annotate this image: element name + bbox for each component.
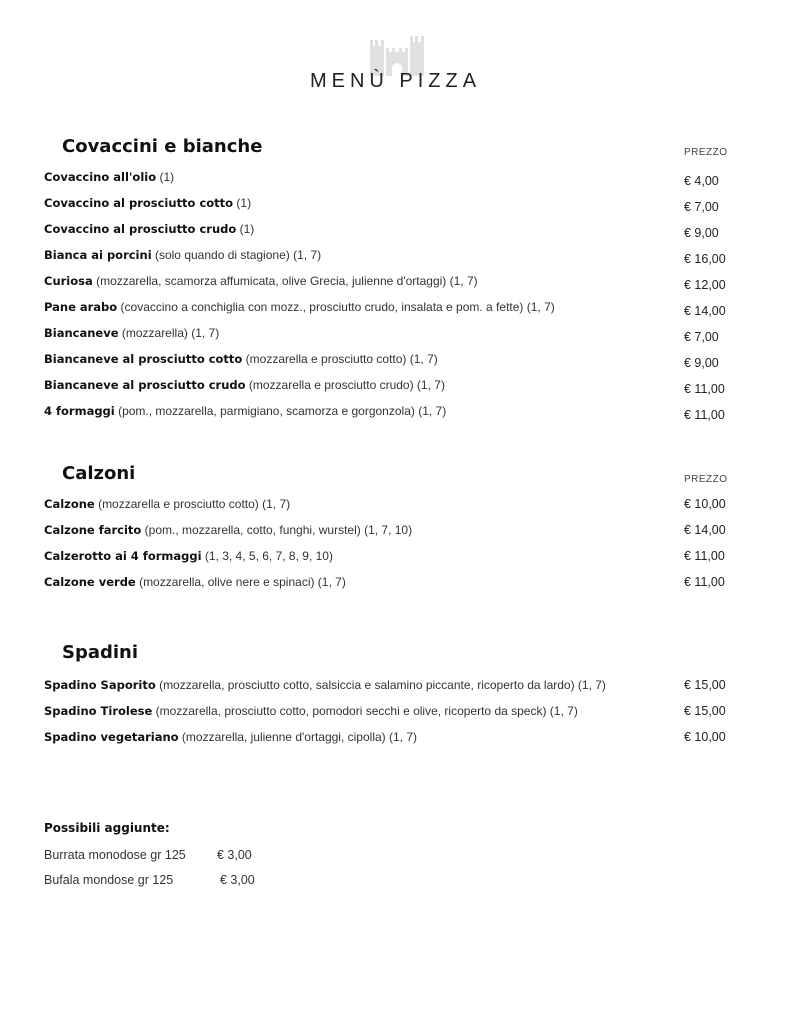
menu-item-price: € 10,00 [684,730,726,744]
menu-item: Spadino Saporito (mozzarella, prosciutto cotto, salsiccia e salamino piccante, ricoperto da lardo) (1, 7) [44,678,606,692]
menu-item-price: € 16,00 [684,252,726,266]
menu-item: Curiosa (mozzarella, scamorza affumicata, olive Grecia, julienne d'ortaggi) (1, 7) [44,274,478,288]
menu-item: Calzone verde (mozzarella, olive nere e spinaci) (1, 7) [44,575,346,589]
price-column-header: PREZZO [684,474,728,485]
menu-item-price: € 12,00 [684,278,726,292]
menu-item: Pane arabo (covaccino a conchiglia con mozz., prosciutto crudo, insalata e pom. a fette) (1, 7) [44,300,555,314]
menu-item-price: € 9,00 [684,226,719,240]
menu-item-price: € 9,00 [684,356,719,370]
extras-title: Possibili aggiunte: [44,821,170,835]
menu-item-price: € 11,00 [684,549,725,563]
menu-item: Covaccino al prosciutto cotto (1) [44,196,252,210]
menu-item: Covaccino all'olio (1) [44,170,175,184]
extra-item-name: Bufala mondose gr 125 [44,873,174,887]
page-title: MENÙ PIZZA [309,70,482,92]
menu-item: Bianca ai porcini (solo quando di stagione) (1, 7) [44,248,322,262]
section-title-spadini: Spadini [62,642,139,663]
extra-item-price: € 3,00 [220,873,255,887]
extra-item-name: Burrata monodose gr 125 [44,848,186,862]
section-title-calzoni: Calzoni [62,463,136,484]
menu-item: Calzone (mozzarella e prosciutto cotto) (1, 7) [44,497,291,511]
menu-item: Calzone farcito (pom., mozzarella, cotto, funghi, wurstel) (1, 7, 10) [44,523,413,537]
menu-item-price: € 14,00 [684,304,726,318]
menu-item-price: € 4,00 [684,174,719,188]
menu-item: 4 formaggi (pom., mozzarella, parmigiano, scamorza e gorgonzola) (1, 7) [44,404,447,418]
menu-item-price: € 7,00 [684,330,719,344]
menu-item-price: € 15,00 [684,678,726,692]
menu-item: Biancaneve al prosciutto cotto (mozzarella e prosciutto cotto) (1, 7) [44,352,438,366]
extra-item-price: € 3,00 [217,848,252,862]
menu-item-price: € 14,00 [684,523,726,537]
menu-item-price: € 10,00 [684,497,726,511]
menu-item-price: € 11,00 [684,382,725,396]
menu-item: Biancaneve (mozzarella) (1, 7) [44,326,220,340]
menu-item-price: € 11,00 [684,408,725,422]
menu-item-price: € 11,00 [684,575,725,589]
menu-item: Biancaneve al prosciutto crudo (mozzarella e prosciutto crudo) (1, 7) [44,378,445,392]
menu-item-price: € 15,00 [684,704,726,718]
menu-item: Covaccino al prosciutto crudo (1) [44,222,255,236]
price-column-header: PREZZO [684,147,728,158]
menu-item: Calzerotto ai 4 formaggi (1, 3, 4, 5, 6, 7, 8, 9, 10) [44,549,333,563]
menu-item-price: € 7,00 [684,200,719,214]
menu-item: Spadino vegetariano (mozzarella, julienne d'ortaggi, cipolla) (1, 7) [44,730,417,744]
menu-item: Spadino Tirolese (mozzarella, prosciutto cotto, pomodori secchi e olive, ricoperto da speck) (1, 7) [44,704,578,718]
section-title-covaccini: Covaccini e bianche [62,136,263,157]
